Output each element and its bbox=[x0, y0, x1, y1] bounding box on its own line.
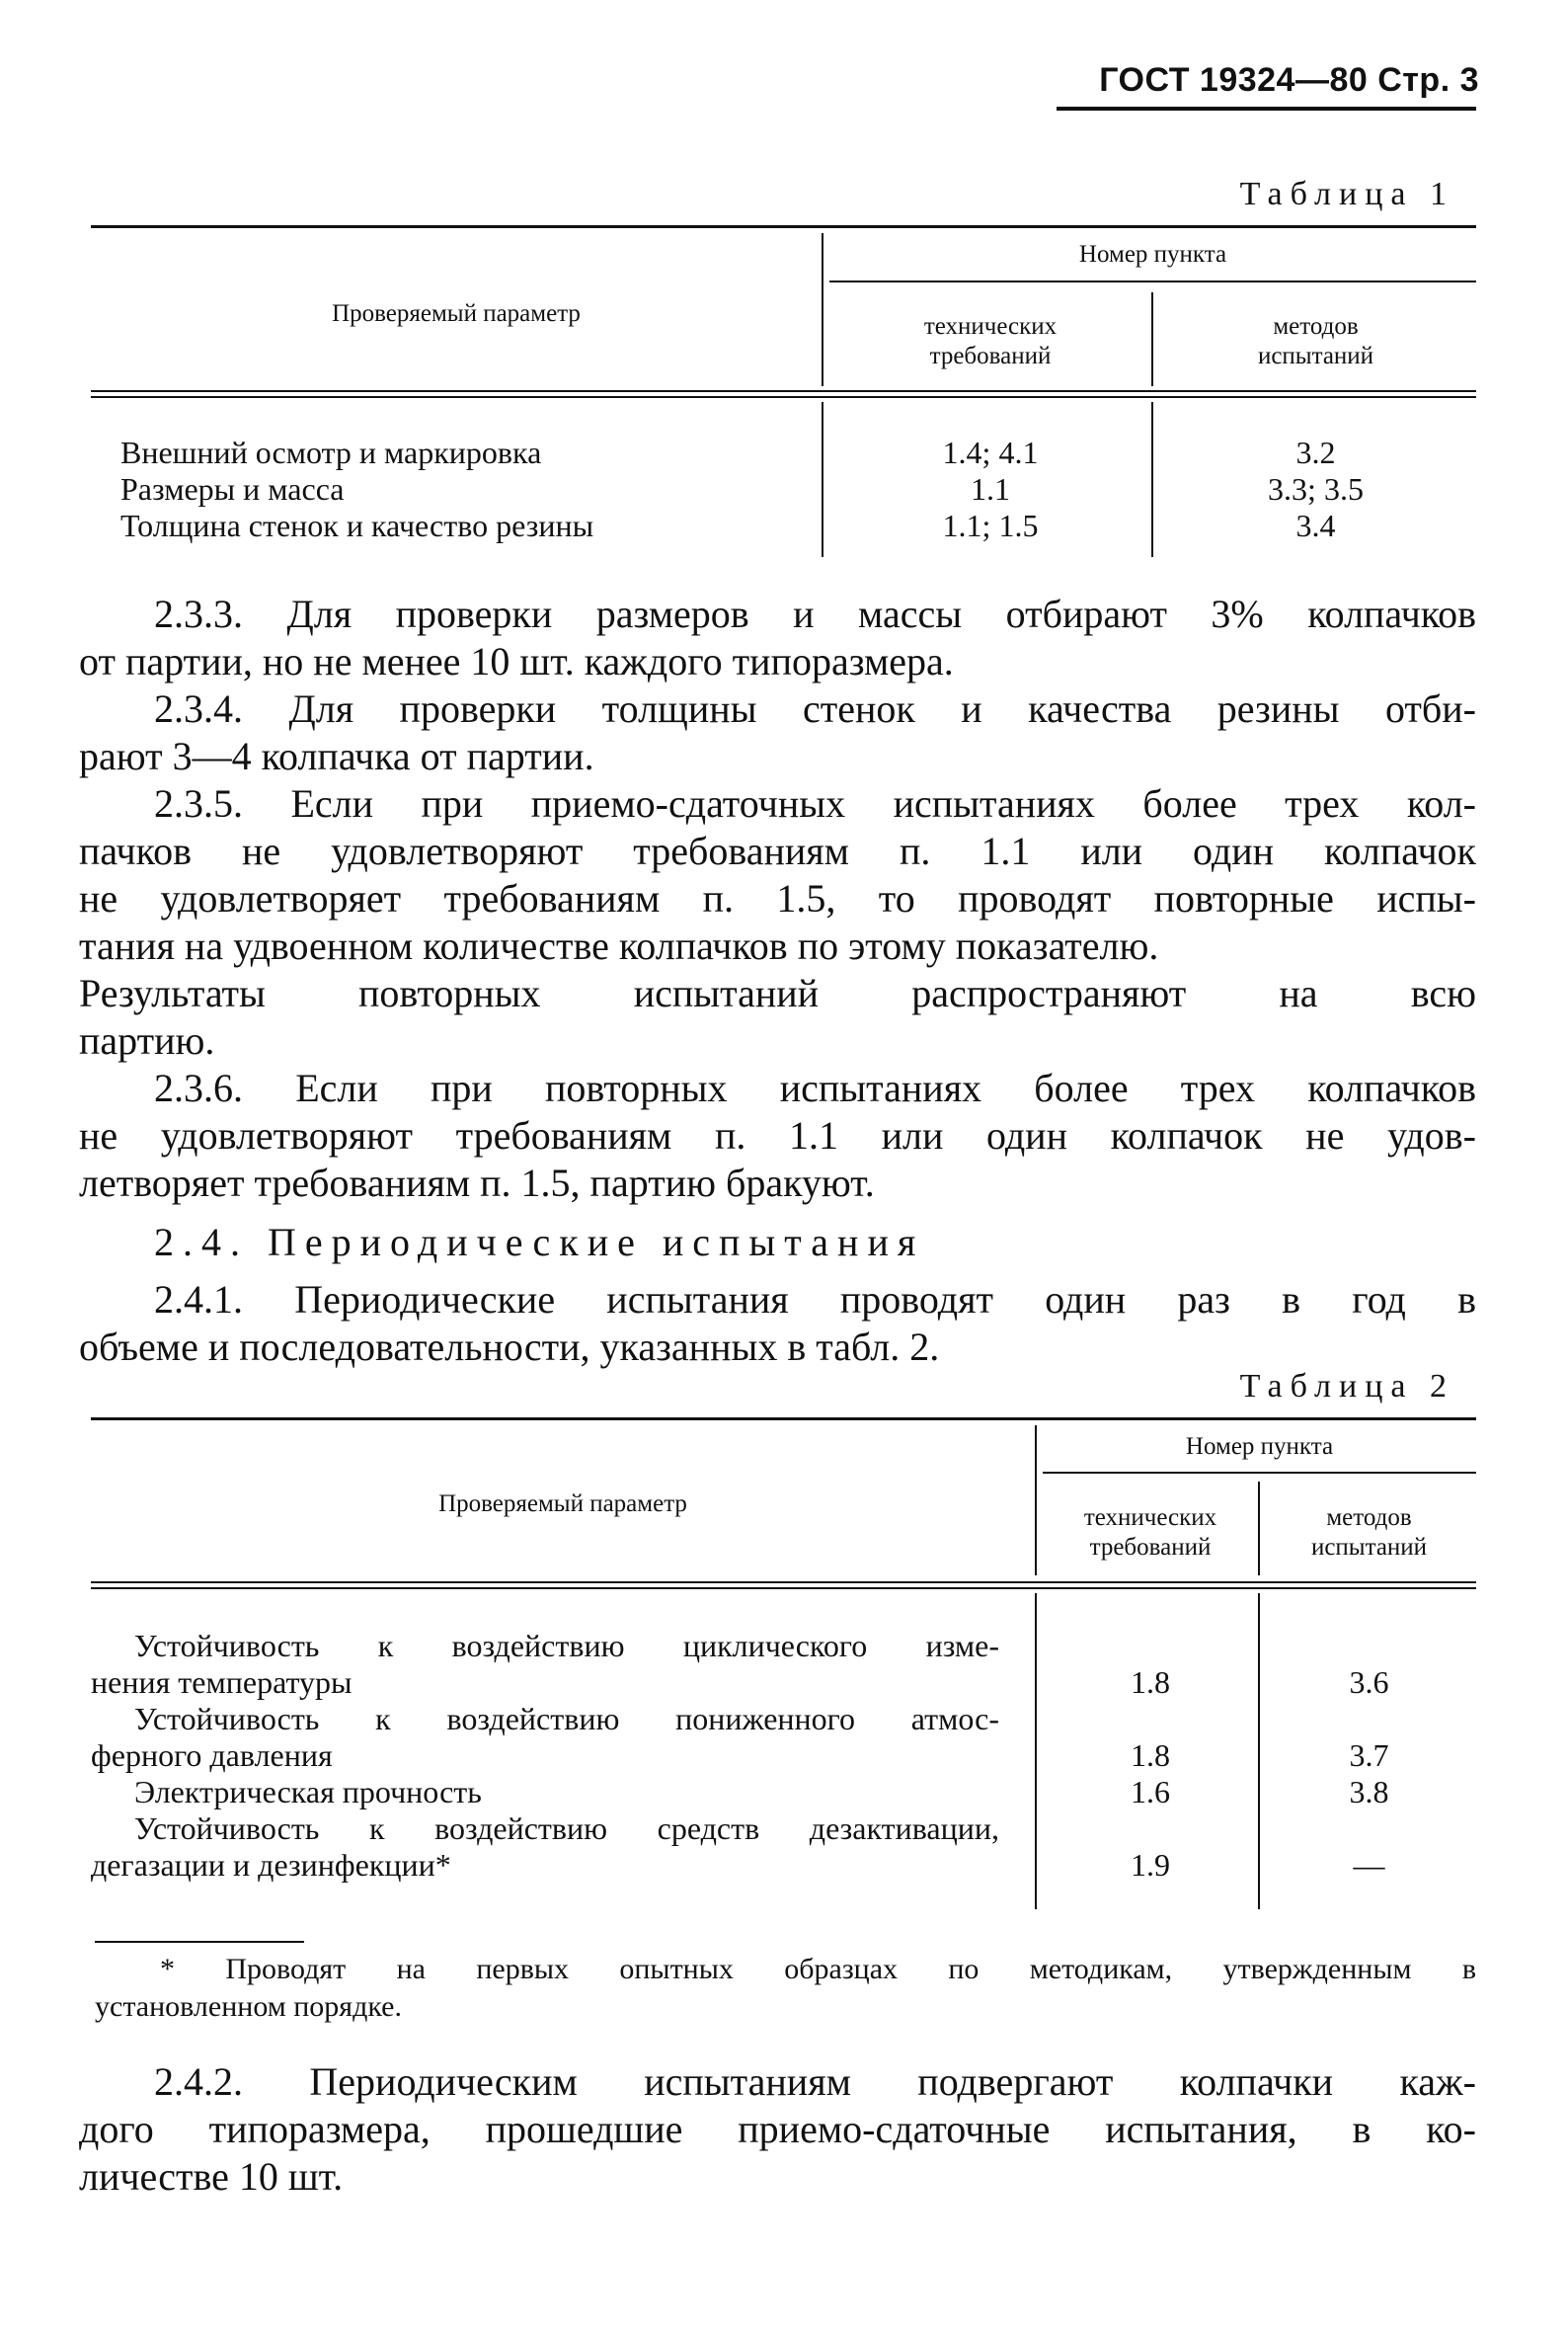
table1-group-rule bbox=[829, 281, 1476, 282]
paragraph-2-3-5-line1: 2.3.5. Если при приемо-сдаточных испытаниях более трех кол- bbox=[154, 781, 1476, 826]
table2-vline-methods bbox=[1258, 1482, 1260, 1575]
table-cell: 1.8 bbox=[1131, 1737, 1170, 1773]
table-row: дегазации и дезинфекции* bbox=[91, 1847, 451, 1883]
table-row: Электрическая прочность bbox=[134, 1774, 482, 1809]
footnote-rule bbox=[95, 1941, 304, 1943]
table2-col-tech bbox=[1043, 1503, 1258, 1563]
paragraph-2-4-2-line1: 2.4.2. Периодическим испытаниям подвергают колпачки каж- bbox=[154, 2059, 1476, 2104]
table2-col-tech-line1: технических bbox=[1083, 1504, 1217, 1531]
footnote-line2: установленном порядке. bbox=[95, 1990, 403, 2023]
paragraph-2-3-4-line2: рают 3—4 колпачка от партии. bbox=[79, 734, 594, 778]
table1-header-rule-b bbox=[91, 396, 1476, 398]
table-row: Толщина стенок и качество резины bbox=[120, 508, 594, 543]
table2-col-meth-line2: испытаний bbox=[1310, 1534, 1428, 1561]
table2-top-rule bbox=[91, 1417, 1476, 1420]
table-cell: 1.8 bbox=[1131, 1664, 1170, 1700]
table1-body-methods bbox=[1155, 435, 1476, 544]
table2-body-vline-methods bbox=[1258, 1593, 1260, 1909]
table-cell: 1.4; 4.1 bbox=[942, 435, 1039, 470]
table2-col-methods bbox=[1262, 1503, 1476, 1563]
table1-col-tech-line2: требований bbox=[929, 343, 1052, 369]
table-cell: 3.3; 3.5 bbox=[1268, 471, 1364, 507]
table-cell: 3.2 bbox=[1295, 435, 1336, 470]
paragraph-results-line2: партию. bbox=[79, 1018, 215, 1063]
paragraph-2-3-5-line4: тания на удвоенном количестве колпачков по этому показателю. bbox=[79, 924, 1159, 968]
table2-col-group: Номер пункта bbox=[1185, 1433, 1334, 1460]
table-cell: 3.8 bbox=[1349, 1774, 1389, 1809]
table1-vline-param bbox=[822, 233, 823, 386]
table-row: Размеры и масса bbox=[120, 471, 345, 507]
table1-body-tech bbox=[829, 435, 1151, 544]
table-row: Устойчивость к воздействию пониженного атмос- bbox=[134, 1701, 999, 1736]
table-row: Внешний осмотр и маркировка bbox=[120, 435, 542, 470]
table-cell: 1.1 bbox=[971, 471, 1010, 507]
body-text bbox=[79, 591, 1476, 1371]
table1-col-meth-line1: методов bbox=[1273, 313, 1359, 340]
table1-col-tech bbox=[829, 312, 1151, 371]
paragraph-2-4-1-line2: объеме и последовательности, указанных в табл. 2. bbox=[79, 1325, 940, 1369]
paragraph-2-3-5-line2: пачков не удовлетворяют требованиям п. 1.1 или один колпачок bbox=[79, 829, 1476, 873]
paragraph-2-3-6-line1: 2.3.6. Если при повторных испытаниях более трех колпачков bbox=[154, 1066, 1476, 1110]
table-row: Устойчивость к воздействию циклического изме- bbox=[134, 1628, 999, 1663]
table-cell: 1.6 bbox=[1131, 1774, 1170, 1809]
table2-col-meth-line1: методов bbox=[1326, 1504, 1412, 1531]
paragraph-2-4-2 bbox=[79, 2058, 1476, 2201]
paragraph-2-3-3-line1: 2.3.3. Для проверки размеров и массы отбирают 3% колпачков bbox=[154, 592, 1476, 636]
header-rule bbox=[1057, 107, 1476, 111]
table2-col-param: Проверяемый параметр bbox=[438, 1490, 687, 1517]
table2-col-tech-line2: требований bbox=[1089, 1534, 1212, 1561]
paragraph-2-4-2-line3: личестве 10 шт. bbox=[79, 2154, 344, 2199]
table-cell: 3.7 bbox=[1349, 1737, 1389, 1773]
paragraph-2-3-3-line2: от партии, но не менее 10 шт. каждого типоразмера. bbox=[79, 639, 954, 683]
table-cell: — bbox=[1353, 1847, 1385, 1883]
paragraph-2-4-2-line2: дого типоразмера, прошедшие приемо-сдаточные испытания, в ко- bbox=[79, 2107, 1476, 2151]
table-cell: 1.9 bbox=[1131, 1847, 1170, 1883]
table2-header-rule-b bbox=[91, 1587, 1476, 1589]
table1-col-tech-line1: технических bbox=[923, 313, 1058, 340]
table1-header-rule-a bbox=[91, 390, 1476, 392]
table1-col-meth-line2: испытаний bbox=[1257, 343, 1374, 369]
table-row: Устойчивость к воздействию средств дезактивации, bbox=[134, 1810, 999, 1846]
paragraph-2-3-5-line3: не удовлетворяет требованиям п. 1.5, то проводят повторные испы- bbox=[79, 876, 1476, 921]
table2-body-params bbox=[91, 1628, 999, 1884]
footnote bbox=[95, 1951, 1476, 2026]
section-heading-2-4: 2.4. Периодические испытания bbox=[154, 1220, 925, 1264]
table1-col-group: Номер пункта bbox=[1078, 241, 1227, 268]
table-cell: 3.6 bbox=[1349, 1664, 1389, 1700]
table1-col-methods bbox=[1155, 312, 1476, 371]
table1-col-param: Проверяемый параметр bbox=[332, 300, 581, 327]
table-cell: 1.1; 1.5 bbox=[942, 508, 1039, 543]
table-row: ферного давления bbox=[91, 1737, 333, 1773]
paragraph-results-line1: Результаты повторных испытаний распространяют на всю bbox=[79, 971, 1476, 1015]
table1-vline-methods bbox=[1151, 292, 1153, 386]
table1-body-vline-methods bbox=[1151, 402, 1153, 557]
paragraph-2-3-6-line3: летворяет требованиям п. 1.5, партию бракуют. bbox=[79, 1161, 875, 1205]
table2-header-rule-a bbox=[91, 1581, 1476, 1583]
table1-top-rule bbox=[91, 225, 1476, 228]
table2-vline-param bbox=[1035, 1425, 1037, 1575]
table2-body-vline-param bbox=[1035, 1593, 1037, 1909]
table2-caption: Таблица 2 bbox=[1239, 1368, 1454, 1405]
table1-body-vline-param bbox=[822, 402, 823, 557]
footnote-line1: * Проводят на первых опытных образцах по методикам, утвержденным в bbox=[160, 1953, 1476, 1985]
paragraph-2-3-4-line1: 2.3.4. Для проверки толщины стенок и качества резины отби- bbox=[154, 686, 1476, 731]
paragraph-2-3-6-line2: не удовлетворяют требованиям п. 1.1 или один колпачок не удов- bbox=[79, 1113, 1476, 1158]
paragraph-2-4-1-line1: 2.4.1. Периодические испытания проводят один раз в год в bbox=[154, 1277, 1476, 1322]
page-header: ГОСТ 19324—80 Стр. 3 bbox=[1099, 61, 1479, 99]
table1-body-params bbox=[120, 435, 812, 544]
table1-caption: Таблица 1 bbox=[1239, 176, 1454, 212]
table2-group-rule bbox=[1043, 1472, 1476, 1474]
table-row: нения температуры bbox=[91, 1664, 353, 1700]
table-cell: 3.4 bbox=[1295, 508, 1336, 543]
